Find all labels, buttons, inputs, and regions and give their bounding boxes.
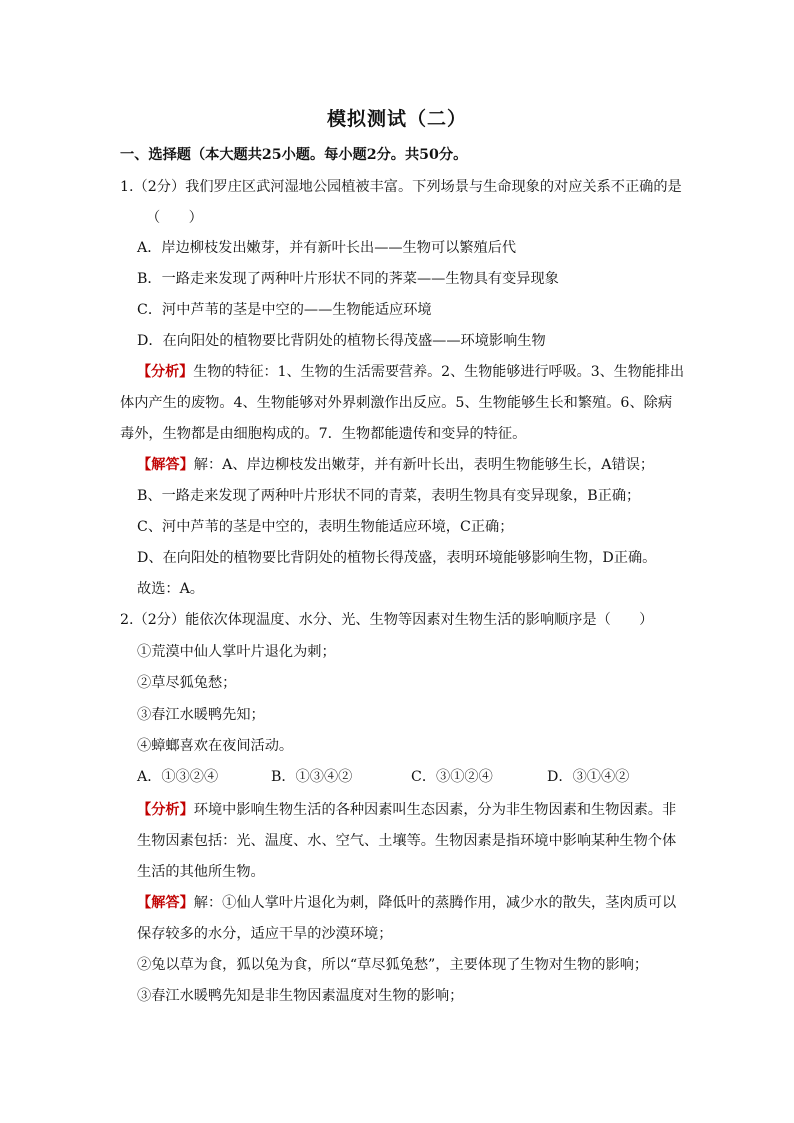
q2-answer-line-1 bbox=[137, 893, 676, 913]
q1-stem: 1.（2分）我们罗庄区武河湿地公园植被丰富。下列场景与生命现象的对应关系不正确的是 bbox=[120, 179, 682, 195]
q1-answer-paren: （ ） bbox=[146, 210, 203, 226]
q1-analysis-line-3: 毒外，生物都是由细胞构成的。7．生物都能遗传和变异的特征。 bbox=[120, 426, 527, 442]
q2-answer-line-4: ③春江水暖鸭先知是非生物因素温度对生物的影响； bbox=[137, 988, 464, 1004]
q1-analysis-line-1 bbox=[137, 362, 684, 382]
q1-option-b: B．一路走来发现了两种叶片形状不同的荠菜——生物具有变异现象 bbox=[137, 271, 559, 287]
q1-answer-line-5: 故选：A。 bbox=[137, 581, 204, 597]
q2-options bbox=[137, 767, 629, 787]
q2-analysis-line-1 bbox=[137, 800, 676, 820]
q2-answer-line-3: ②兔以草为食，狐以兔为食，所以“草尽狐兔愁”，主要体现了生物对生物的影响； bbox=[137, 957, 649, 973]
q2-item-1: ①荒漠中仙人掌叶片退化为刺； bbox=[137, 644, 336, 660]
q2-option-d: D．③①④② bbox=[547, 769, 630, 785]
q2-analysis-line-2: 生物因素包括：光、温度、水、空气、土壤等。生物因素是指环境中影响某种生物个体 bbox=[137, 833, 677, 849]
q2-option-c: C．③①②④ bbox=[411, 769, 493, 785]
q1-answer-line-3: C、河中芦苇的茎是中空的，表明生物能适应环境，C正确； bbox=[137, 519, 514, 535]
answer-text: 解：①仙人掌叶片退化为刺，降低叶的蒸腾作用，减少水的散失，茎肉质可以 bbox=[193, 895, 677, 911]
q1-answer-line-2: B、一路走来发现了两种叶片形状不同的青菜，表明生物具有变异现象，B正确； bbox=[137, 488, 641, 504]
answer-tag: 【解答】 bbox=[137, 895, 194, 911]
q2-item-2: ②草尽狐兔愁； bbox=[137, 675, 237, 691]
analysis-text: 生物的特征：1、生物的生活需要营养。2、生物能够进行呼吸。3、生物能排出 bbox=[193, 364, 685, 380]
q2-option-b: B．①③④② bbox=[271, 769, 353, 785]
q1-option-a: A．岸边柳枝发出嫩芽，并有新叶长出——生物可以繁殖后代 bbox=[137, 240, 517, 256]
q1-answer-line-1 bbox=[137, 455, 654, 475]
q2-answer-line-2: 保存较多的水分，适应干旱的沙漠环境； bbox=[137, 926, 393, 942]
analysis-tag: 【分析】 bbox=[137, 802, 194, 818]
analysis-text: 环境中影响生物生活的各种因素叫生态因素，分为非生物因素和生物因素。非 bbox=[193, 802, 677, 818]
q1-answer-line-4: D、在向阳处的植物要比背阴处的植物长得茂盛，表明环境能够影响生物，D正确。 bbox=[137, 550, 657, 566]
analysis-tag: 【分析】 bbox=[137, 364, 194, 380]
q1-option-c: C．河中芦苇的茎是中空的——生物能适应环境 bbox=[137, 302, 432, 318]
q1-analysis-line-2: 体内产生的废物。4、生物能够对外界刺激作出反应。5、生物能够生长和繁殖。6、除病 bbox=[120, 395, 673, 411]
q2-item-3: ③春江水暖鸭先知； bbox=[137, 707, 265, 723]
q2-stem: 2.（2分）能依次体现温度、水分、光、生物等因素对生物生活的影响顺序是（ ） bbox=[120, 612, 654, 628]
q2-item-4: ④蟑螂喜欢在夜间活动。 bbox=[137, 738, 294, 754]
answer-text: 解：A、岸边柳枝发出嫩芽，并有新叶长出，表明生物能够生长，A错误； bbox=[193, 457, 655, 473]
q2-option-a: A．①③②④ bbox=[137, 769, 219, 785]
answer-tag: 【解答】 bbox=[137, 457, 194, 473]
q1-option-d: D．在向阳处的植物要比背阴处的植物长得茂盛——环境影响生物 bbox=[137, 333, 546, 349]
page-title: 模拟测试（二） bbox=[326, 108, 467, 130]
q2-analysis-line-3: 生活的其他所生物。 bbox=[137, 864, 265, 880]
section-heading: 一、选择题（本大题共25小题。每小题2分。共50分。 bbox=[120, 147, 468, 163]
